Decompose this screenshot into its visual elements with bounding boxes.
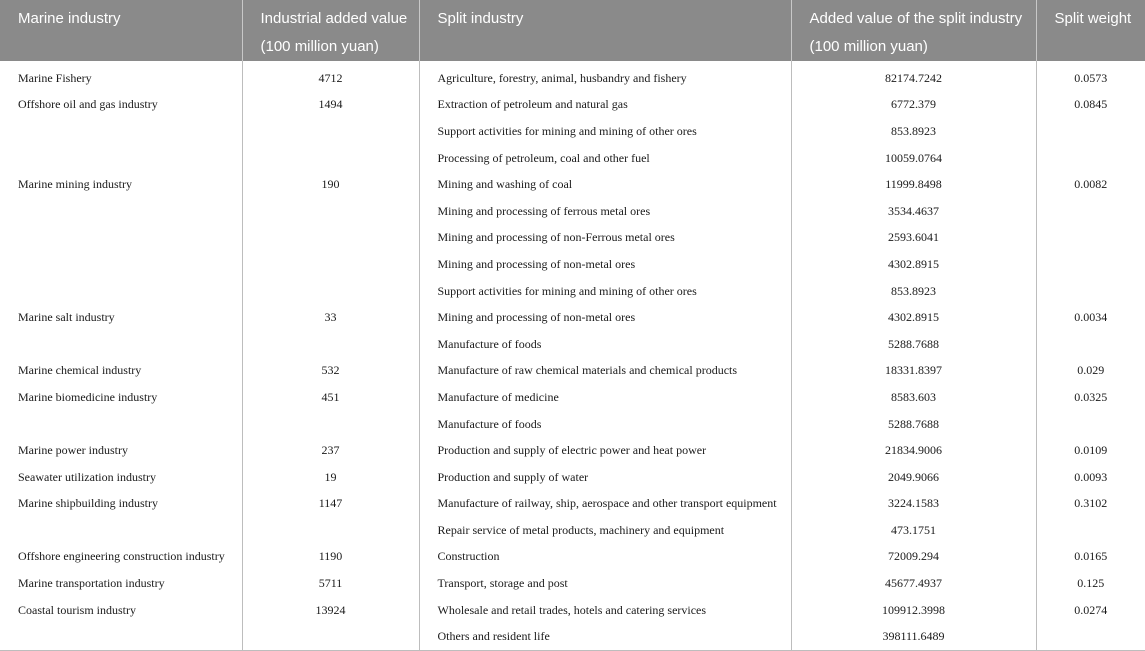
cell-split-weight: [1036, 278, 1145, 305]
cell-marine-industry: Marine mining industry: [18, 177, 132, 192]
cell-industrial-added-value: [242, 145, 419, 172]
table-row: [0, 437, 1145, 464]
cell-industrial-added-value: 13924: [242, 597, 419, 624]
cell-split-added-value: 11999.8498: [791, 171, 1036, 198]
header-industrial-added-value: Industrial added value (100 million yuan): [242, 0, 419, 61]
cell-industrial-added-value: [242, 623, 419, 650]
cell-split-industry: Manufacture of foods: [419, 411, 791, 438]
cell-split-added-value: 398111.6489: [791, 623, 1036, 650]
cell-split-added-value: 8583.603: [791, 384, 1036, 411]
cell-split-added-value: 5288.7688: [791, 331, 1036, 358]
cell-marine-industry: Marine power industry: [18, 443, 128, 458]
table-row: [0, 544, 1145, 571]
cell-industrial-added-value: 1494: [242, 92, 419, 119]
cell-split-added-value: 109912.3998: [791, 597, 1036, 624]
cell-split-added-value: 10059.0764: [791, 145, 1036, 172]
cell-split-industry: Repair service of metal products, machinery and equipment: [419, 517, 791, 544]
table-row: [0, 278, 1145, 305]
cell-split-weight: 0.0165: [1036, 544, 1145, 571]
cell-marine-industry: Marine shipbuilding industry: [18, 496, 158, 511]
cell-industrial-added-value: [242, 251, 419, 278]
cell-split-weight: 0.0093: [1036, 464, 1145, 491]
cell-industrial-added-value: [242, 278, 419, 305]
cell-marine-industry: Seawater utilization industry: [18, 469, 156, 484]
cell-split-industry: Extraction of petroleum and natural gas: [419, 92, 791, 119]
cell-split-weight: [1036, 623, 1145, 650]
cell-industrial-added-value: [242, 517, 419, 544]
cell-split-industry: Construction: [419, 544, 791, 571]
cell-marine-industry: Marine biomedicine industry: [18, 389, 158, 404]
cell-marine-industry: Offshore oil and gas industry: [18, 97, 158, 112]
cell-industrial-added-value: 4712: [242, 61, 419, 92]
cell-marine-industry: Coastal tourism industry: [18, 602, 136, 617]
table-row: [0, 251, 1145, 278]
cell-split-industry: Transport, storage and post: [419, 570, 791, 597]
cell-split-added-value: 2593.6041: [791, 225, 1036, 252]
cell-industrial-added-value: [242, 225, 419, 252]
table-row: [0, 118, 1145, 145]
cell-split-weight: 0.0274: [1036, 597, 1145, 624]
cell-marine-industry: [0, 198, 242, 225]
cell-split-industry: Mining and processing of ferrous metal ores: [419, 198, 791, 225]
table-row: [0, 411, 1145, 438]
header-split-industry: Split industry: [419, 0, 791, 61]
cell-industrial-added-value: 190: [242, 171, 419, 198]
cell-split-added-value: 473.1751: [791, 517, 1036, 544]
cell-industrial-added-value: 5711: [242, 570, 419, 597]
cell-marine-industry: [0, 623, 242, 650]
table-row: [0, 623, 1145, 650]
cell-split-weight: 0.0845: [1036, 92, 1145, 119]
cell-split-industry: Support activities for mining and mining of other ores: [419, 118, 791, 145]
cell-split-weight: [1036, 225, 1145, 252]
cell-industrial-added-value: 1147: [242, 491, 419, 518]
cell-split-industry: Production and supply of water: [419, 464, 791, 491]
cell-industrial-added-value: [242, 198, 419, 225]
cell-split-industry: Production and supply of electric power and heat power: [419, 437, 791, 464]
cell-split-added-value: 18331.8397: [791, 358, 1036, 385]
cell-split-added-value: 853.8923: [791, 278, 1036, 305]
cell-split-weight: 0.0034: [1036, 304, 1145, 331]
cell-split-industry: Wholesale and retail trades, hotels and catering services: [419, 597, 791, 624]
table-row: [0, 171, 1145, 198]
cell-marine-industry: [0, 278, 242, 305]
cell-split-industry: Support activities for mining and mining of other ores: [419, 278, 791, 305]
cell-split-weight: [1036, 251, 1145, 278]
cell-marine-industry: Offshore engineering construction industry: [18, 549, 225, 564]
cell-split-added-value: 2049.9066: [791, 464, 1036, 491]
cell-split-industry: Manufacture of medicine: [419, 384, 791, 411]
header-marine-industry: Marine industry: [0, 0, 242, 61]
cell-split-industry: Others and resident life: [419, 623, 791, 650]
table-header: [0, 0, 1145, 61]
cell-split-industry: Manufacture of foods: [419, 331, 791, 358]
table-row: [0, 491, 1145, 518]
table-row: [0, 464, 1145, 491]
cell-split-added-value: 4302.8915: [791, 251, 1036, 278]
cell-split-industry: Mining and processing of non-Ferrous metal ores: [419, 225, 791, 252]
table-row: [0, 61, 1145, 92]
cell-marine-industry: [0, 145, 242, 172]
table-row: [0, 331, 1145, 358]
cell-industrial-added-value: [242, 411, 419, 438]
table-body: [0, 61, 1145, 651]
cell-split-added-value: 21834.9006: [791, 437, 1036, 464]
cell-industrial-added-value: 237: [242, 437, 419, 464]
table-row: [0, 198, 1145, 225]
cell-split-added-value: 82174.7242: [791, 61, 1036, 92]
cell-industrial-added-value: 19: [242, 464, 419, 491]
table-row: [0, 145, 1145, 172]
cell-split-added-value: 853.8923: [791, 118, 1036, 145]
cell-split-weight: 0.0325: [1036, 384, 1145, 411]
cell-split-industry: Mining and processing of non-metal ores: [419, 304, 791, 331]
cell-industrial-added-value: 532: [242, 358, 419, 385]
header-split-weight: Split weight: [1036, 0, 1145, 61]
cell-split-weight: [1036, 198, 1145, 225]
cell-split-weight: [1036, 331, 1145, 358]
cell-split-added-value: 5288.7688: [791, 411, 1036, 438]
cell-split-weight: [1036, 145, 1145, 172]
table-row: [0, 304, 1145, 331]
cell-split-industry: Manufacture of raw chemical materials and chemical products: [419, 358, 791, 385]
header-row: [0, 0, 1145, 61]
cell-marine-industry: Marine salt industry: [18, 310, 115, 325]
cell-split-added-value: 4302.8915: [791, 304, 1036, 331]
table-row: [0, 384, 1145, 411]
cell-marine-industry: Marine Fishery: [18, 70, 92, 85]
cell-industrial-added-value: 451: [242, 384, 419, 411]
cell-split-added-value: 45677.4937: [791, 570, 1036, 597]
cell-split-added-value: 6772.379: [791, 92, 1036, 119]
table-row: [0, 517, 1145, 544]
cell-split-industry: Manufacture of railway, ship, aerospace and other transport equipment: [419, 491, 791, 518]
cell-industrial-added-value: 33: [242, 304, 419, 331]
cell-marine-industry: [0, 411, 242, 438]
cell-split-weight: [1036, 411, 1145, 438]
header-split-added-value: Added value of the split industry (100 million yuan): [791, 0, 1036, 61]
cell-marine-industry: Marine chemical industry: [18, 363, 142, 378]
cell-marine-industry: [0, 517, 242, 544]
cell-split-weight: [1036, 517, 1145, 544]
cell-marine-industry: [0, 331, 242, 358]
cell-marine-industry: [0, 225, 242, 252]
cell-split-industry: Mining and washing of coal: [419, 171, 791, 198]
cell-industrial-added-value: [242, 118, 419, 145]
cell-split-weight: 0.0109: [1036, 437, 1145, 464]
cell-split-industry: Mining and processing of non-metal ores: [419, 251, 791, 278]
cell-split-weight: 0.029: [1036, 358, 1145, 385]
cell-marine-industry: [0, 251, 242, 278]
table-row: [0, 358, 1145, 385]
table-row: [0, 225, 1145, 252]
cell-split-added-value: 72009.294: [791, 544, 1036, 571]
cell-marine-industry: [0, 118, 242, 145]
cell-split-weight: 0.0573: [1036, 61, 1145, 92]
cell-split-weight: 0.0082: [1036, 171, 1145, 198]
table-row: [0, 597, 1145, 624]
cell-split-industry: Processing of petroleum, coal and other fuel: [419, 145, 791, 172]
cell-split-added-value: 3224.1583: [791, 491, 1036, 518]
cell-industrial-added-value: [242, 331, 419, 358]
cell-marine-industry: Marine transportation industry: [18, 576, 165, 591]
cell-split-weight: [1036, 118, 1145, 145]
table-row: [0, 570, 1145, 597]
cell-industrial-added-value: 1190: [242, 544, 419, 571]
cell-split-industry: Agriculture, forestry, animal, husbandry and fishery: [419, 61, 791, 92]
cell-split-weight: 0.125: [1036, 570, 1145, 597]
table-row: [0, 92, 1145, 119]
cell-split-weight: 0.3102: [1036, 491, 1145, 518]
cell-split-added-value: 3534.4637: [791, 198, 1036, 225]
